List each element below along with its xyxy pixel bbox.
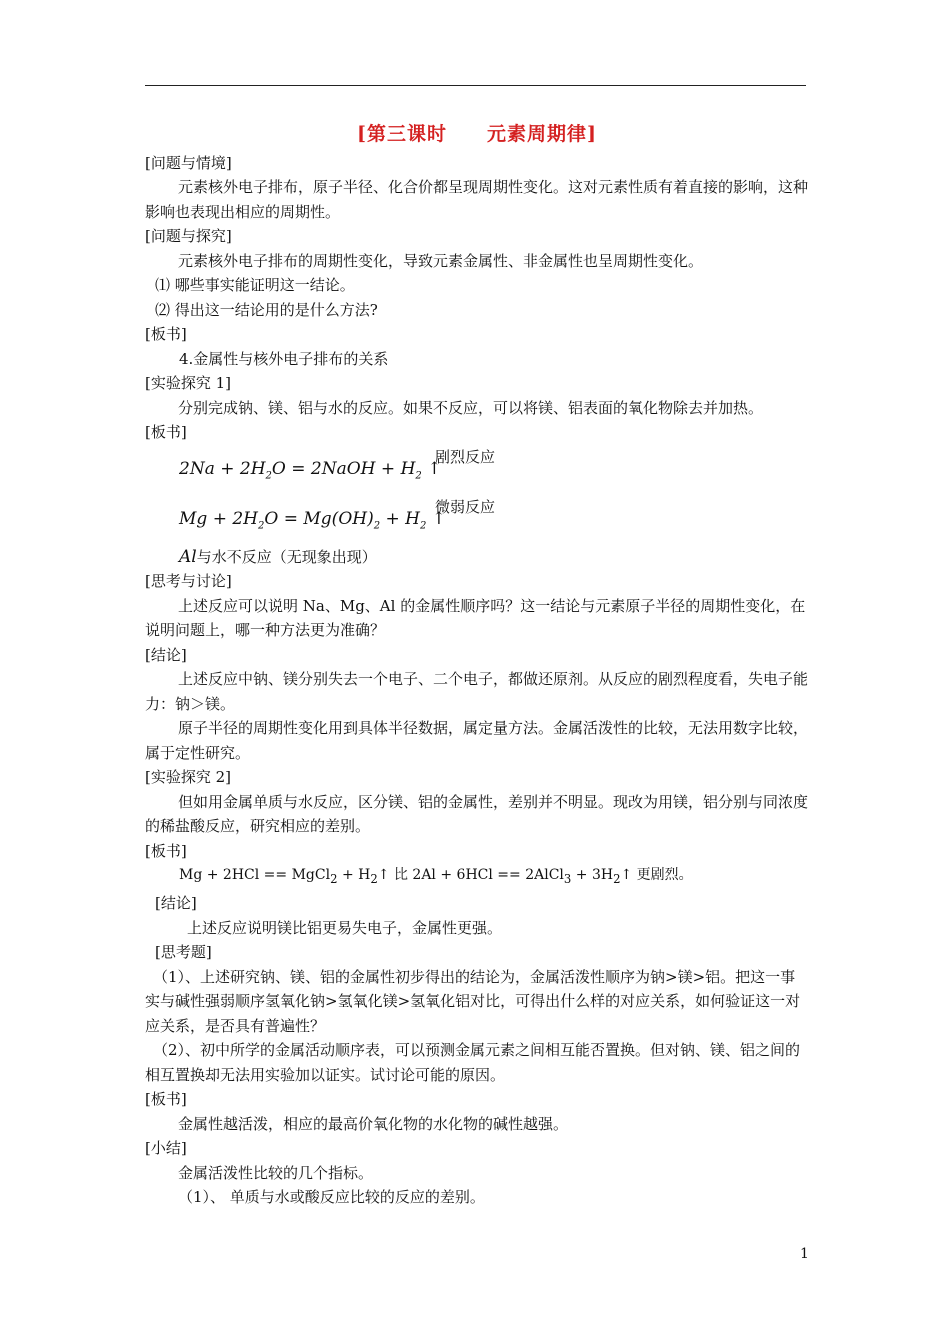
section-heading: [板书] [145, 1090, 187, 1109]
paragraph: 元素核外电子排布，原子半径、化合价都呈现周期性变化。这对元素性质有着直接的影响，这种影响也表现出相应的周期性。 [145, 178, 809, 221]
section-heading: [问题与情境] [145, 153, 232, 172]
section-heading: [问题与探究] [145, 227, 232, 245]
paragraph: 但如用金属单质与水反应，区分镁、铝的金属性，差别并不明显。现改为用镁，铝分别与同浓度的稀盐酸反应，研究相应的差别。 [145, 792, 809, 835]
paragraph: （2）、初中所学的金属活动顺序表，可以预测金属元素之间相互能否置换。但对钠、镁、铝之间的相互置换却无法用实验加以证实。试讨论可能的原因。 [145, 1041, 801, 1084]
paragraph: （1）、 单质与水或酸反应比较的反应的差别。 [178, 1188, 485, 1207]
section-heading: [小结] [145, 1139, 187, 1158]
paragraph: 元素核外电子排布的周期性变化，导致元素金属性、非金属性也呈周期性变化。 [178, 251, 704, 270]
paragraph: 金属活泼性比较的几个指标。 [178, 1163, 374, 1182]
paragraph: 金属性越活泼，相应的最高价氧化物的水化物的碱性越强。 [178, 1114, 569, 1133]
header-rule [145, 85, 806, 86]
question-item: ⑵ 得出这一结论用的是什么方法? [155, 300, 378, 319]
paragraph: （1）、上述研究钠、镁、铝的金属性初步得出的结论为，金属活泼性顺序为钠>镁>铝。把这一事实与碱性强弱顺序氢氧化钠>氢氧化镁>氢氧化铝对比，可得出什么样的对应关系，如何验证这一对应关系，是否具有普遍性？ [145, 967, 801, 1035]
equation-mg-al-hcl: Mg + 2HCl == MgCl$_2$ + $H_2↑$ 比 2Al + 6HCl == 2AlCl$_3$ + $3H_2↑$ 更剧烈。 [179, 867, 693, 886]
section-heading: [思考与讨论] [145, 572, 232, 590]
paragraph: 分别完成钠、镁、铝与水的反应。如果不反应，可以将镁、铝表面的氧化物除去并加热。 [178, 398, 764, 417]
paragraph: 上述反应说明镁比铝更易失电子，金属性更强。 [187, 918, 503, 937]
section-heading: [实验探究 2] [145, 768, 232, 786]
section-heading: [思考题] [155, 943, 212, 962]
section-heading: [板书] [145, 325, 187, 343]
section-heading: [结论] [155, 894, 197, 913]
question-item: ⑴ 哪些事实能证明这一结论。 [155, 276, 355, 294]
section-heading: [板书] [145, 423, 187, 441]
section-heading: [板书] [145, 841, 187, 860]
lesson-title: [第三课时 元素周期律] [357, 123, 597, 145]
equation-na-water: $2Na + 2H_2O$ = 2NaOH + $H_2$ ↑ 剧烈反应 [179, 447, 496, 481]
paragraph: 上述反应可以说明 Na、Mg、Al 的金属性顺序吗？这一结论与元素原子半径的周期性变化，在说明问题上，哪一种方法更为准确？ [145, 596, 806, 639]
paragraph: 上述反应中钠、镁分别失去一个电子、二个电子，都做还原剂。从反应的剧烈程度看，失电子能力：钠＞镁。 [145, 670, 809, 713]
paragraph: 4.金属性与核外电子排布的关系 [179, 349, 389, 368]
al-no-reaction: Al与水不反应（无现象出现） [179, 546, 377, 567]
document-body [145, 122, 809, 1210]
equation-mg-water: $Mg + 2H_2O = Mg(OH)_2 + H_2$ ↑ 微弱反应 [179, 497, 496, 531]
section-heading: [结论] [145, 645, 187, 664]
paragraph: 原子半径的周期性变化用到具体半径数据，属定量方法。金属活泼性的比较，无法用数字比较，属于定性研究。 [145, 719, 809, 762]
page-number: 1 [800, 1246, 809, 1262]
section-heading: [实验探究 1] [145, 374, 232, 392]
